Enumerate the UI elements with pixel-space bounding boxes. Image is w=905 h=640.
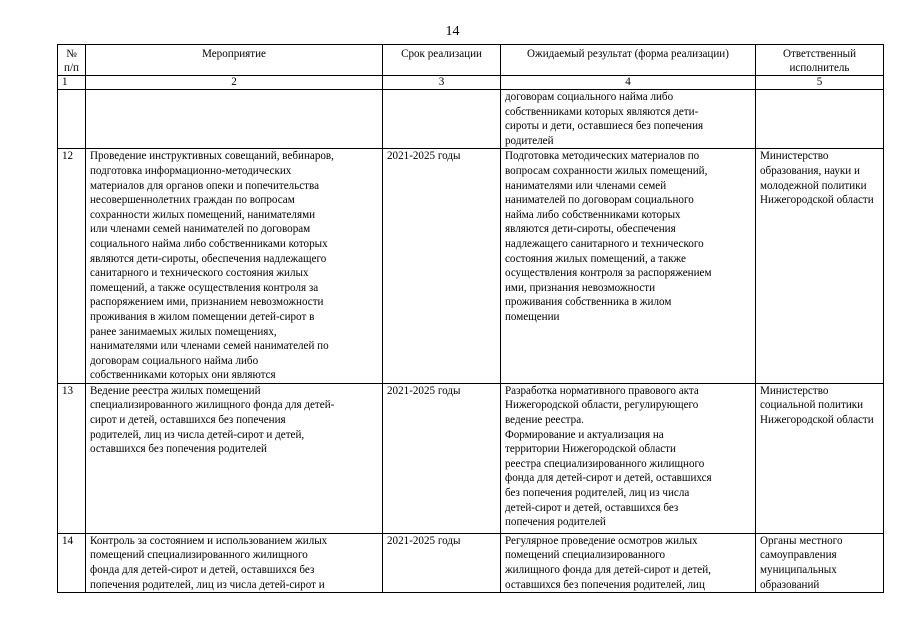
row-term: 2021-2025 годы [383,533,501,592]
row-result: Подготовка методических материалов по вопросам сохранности жилых помещений, нанимателями или членами семей нанимателей по договорам социального найма либо собственниками которых являются дети-сироты, обеспечения надлежащего санитарного и технического состояния жилых помещений, а также осуществления контроля за распоряжением ими, признания невозможности проживания собственника в жилом помещении [501,149,756,384]
row-event: Проведение инструктивных совещаний, вебинаров, подготовка информационно-методических материалов для органов опеки и попечительства несовершеннолетних граждан по вопросам сохранности жилых помещений, нанимателями или членами семей нанимателей по договорам социального найма либо собственниками которых являются дети-сироты, обеспечения надлежащего санитарного и технического состояния жилых помещений, а также осуществления контроля за распоряжением ими, признанием невозможности проживания в жилом помещении детей-сирот в ранее занимаемых жилых помещениях, нанимателями или членами семей нанимателей по договорам социального найма либо собственниками которых они являются [86,149,383,384]
row-event: Контроль за состоянием и использованием жилых помещений специализированного жилищного фонда для детей-сирот и детей, оставшихся без попечения родителей, лиц из числа детей-сирот и [86,533,383,592]
row-result: Регулярное проведение осмотров жилых помещений специализированного жилищного фонда для детей-сирот и детей, оставшихся без попечения родителей, лиц [501,533,756,592]
column-number: 2 [86,76,383,90]
row-executor [756,90,884,149]
row-number [58,90,86,149]
header-result: Ожидаемый результат (форма реализации) [501,45,756,76]
row-result: Разработка нормативного правового акта Нижегородской области, регулирующего ведение реестра. Формирование и актуализация на территории Нижегородской области реестра специализированного жилищного фонда для детей-сирот и детей, оставшихся без попечения родителей, лиц из числа детей-сирот и детей, оставшихся без попечения родителей [501,383,756,533]
column-numbers-row [58,76,884,90]
row-event [86,90,383,149]
table-row [58,149,884,384]
row-number: 14 [58,533,86,592]
row-number: 13 [58,383,86,533]
header-row [58,45,884,76]
table-row [58,383,884,533]
row-term [383,90,501,149]
row-executor: Министерство социальной политики Нижегородской области [756,383,884,533]
table-row [58,533,884,592]
column-number: 1 [58,76,86,90]
column-number: 4 [501,76,756,90]
row-executor: Органы местного самоуправления муниципальных образований [756,533,884,592]
measures-table [57,44,884,593]
column-number: 5 [756,76,884,90]
header-event: Мероприятие [86,45,383,76]
header-executor: Ответственный исполнитель [756,45,884,76]
row-event: Ведение реестра жилых помещений специализированного жилищного фонда для детей- сирот и детей, оставшихся без попечения родителей, лиц из числа детей-сирот и детей, оставшихся без попечения родителей [86,383,383,533]
row-result: договорам социального найма либо собственниками которых являются дети- сироты и дети, оставшиеся без попечения родителей [501,90,756,149]
row-executor: Министерство образования, науки и молодежной политики Нижегородской области [756,149,884,384]
row-term: 2021-2025 годы [383,383,501,533]
header-term: Срок реализации [383,45,501,76]
table-row-continuation [58,90,884,149]
page-number: 14 [445,24,460,39]
column-number: 3 [383,76,501,90]
row-number: 12 [58,149,86,384]
row-term: 2021-2025 годы [383,149,501,384]
header-num: № п/п [58,45,86,76]
